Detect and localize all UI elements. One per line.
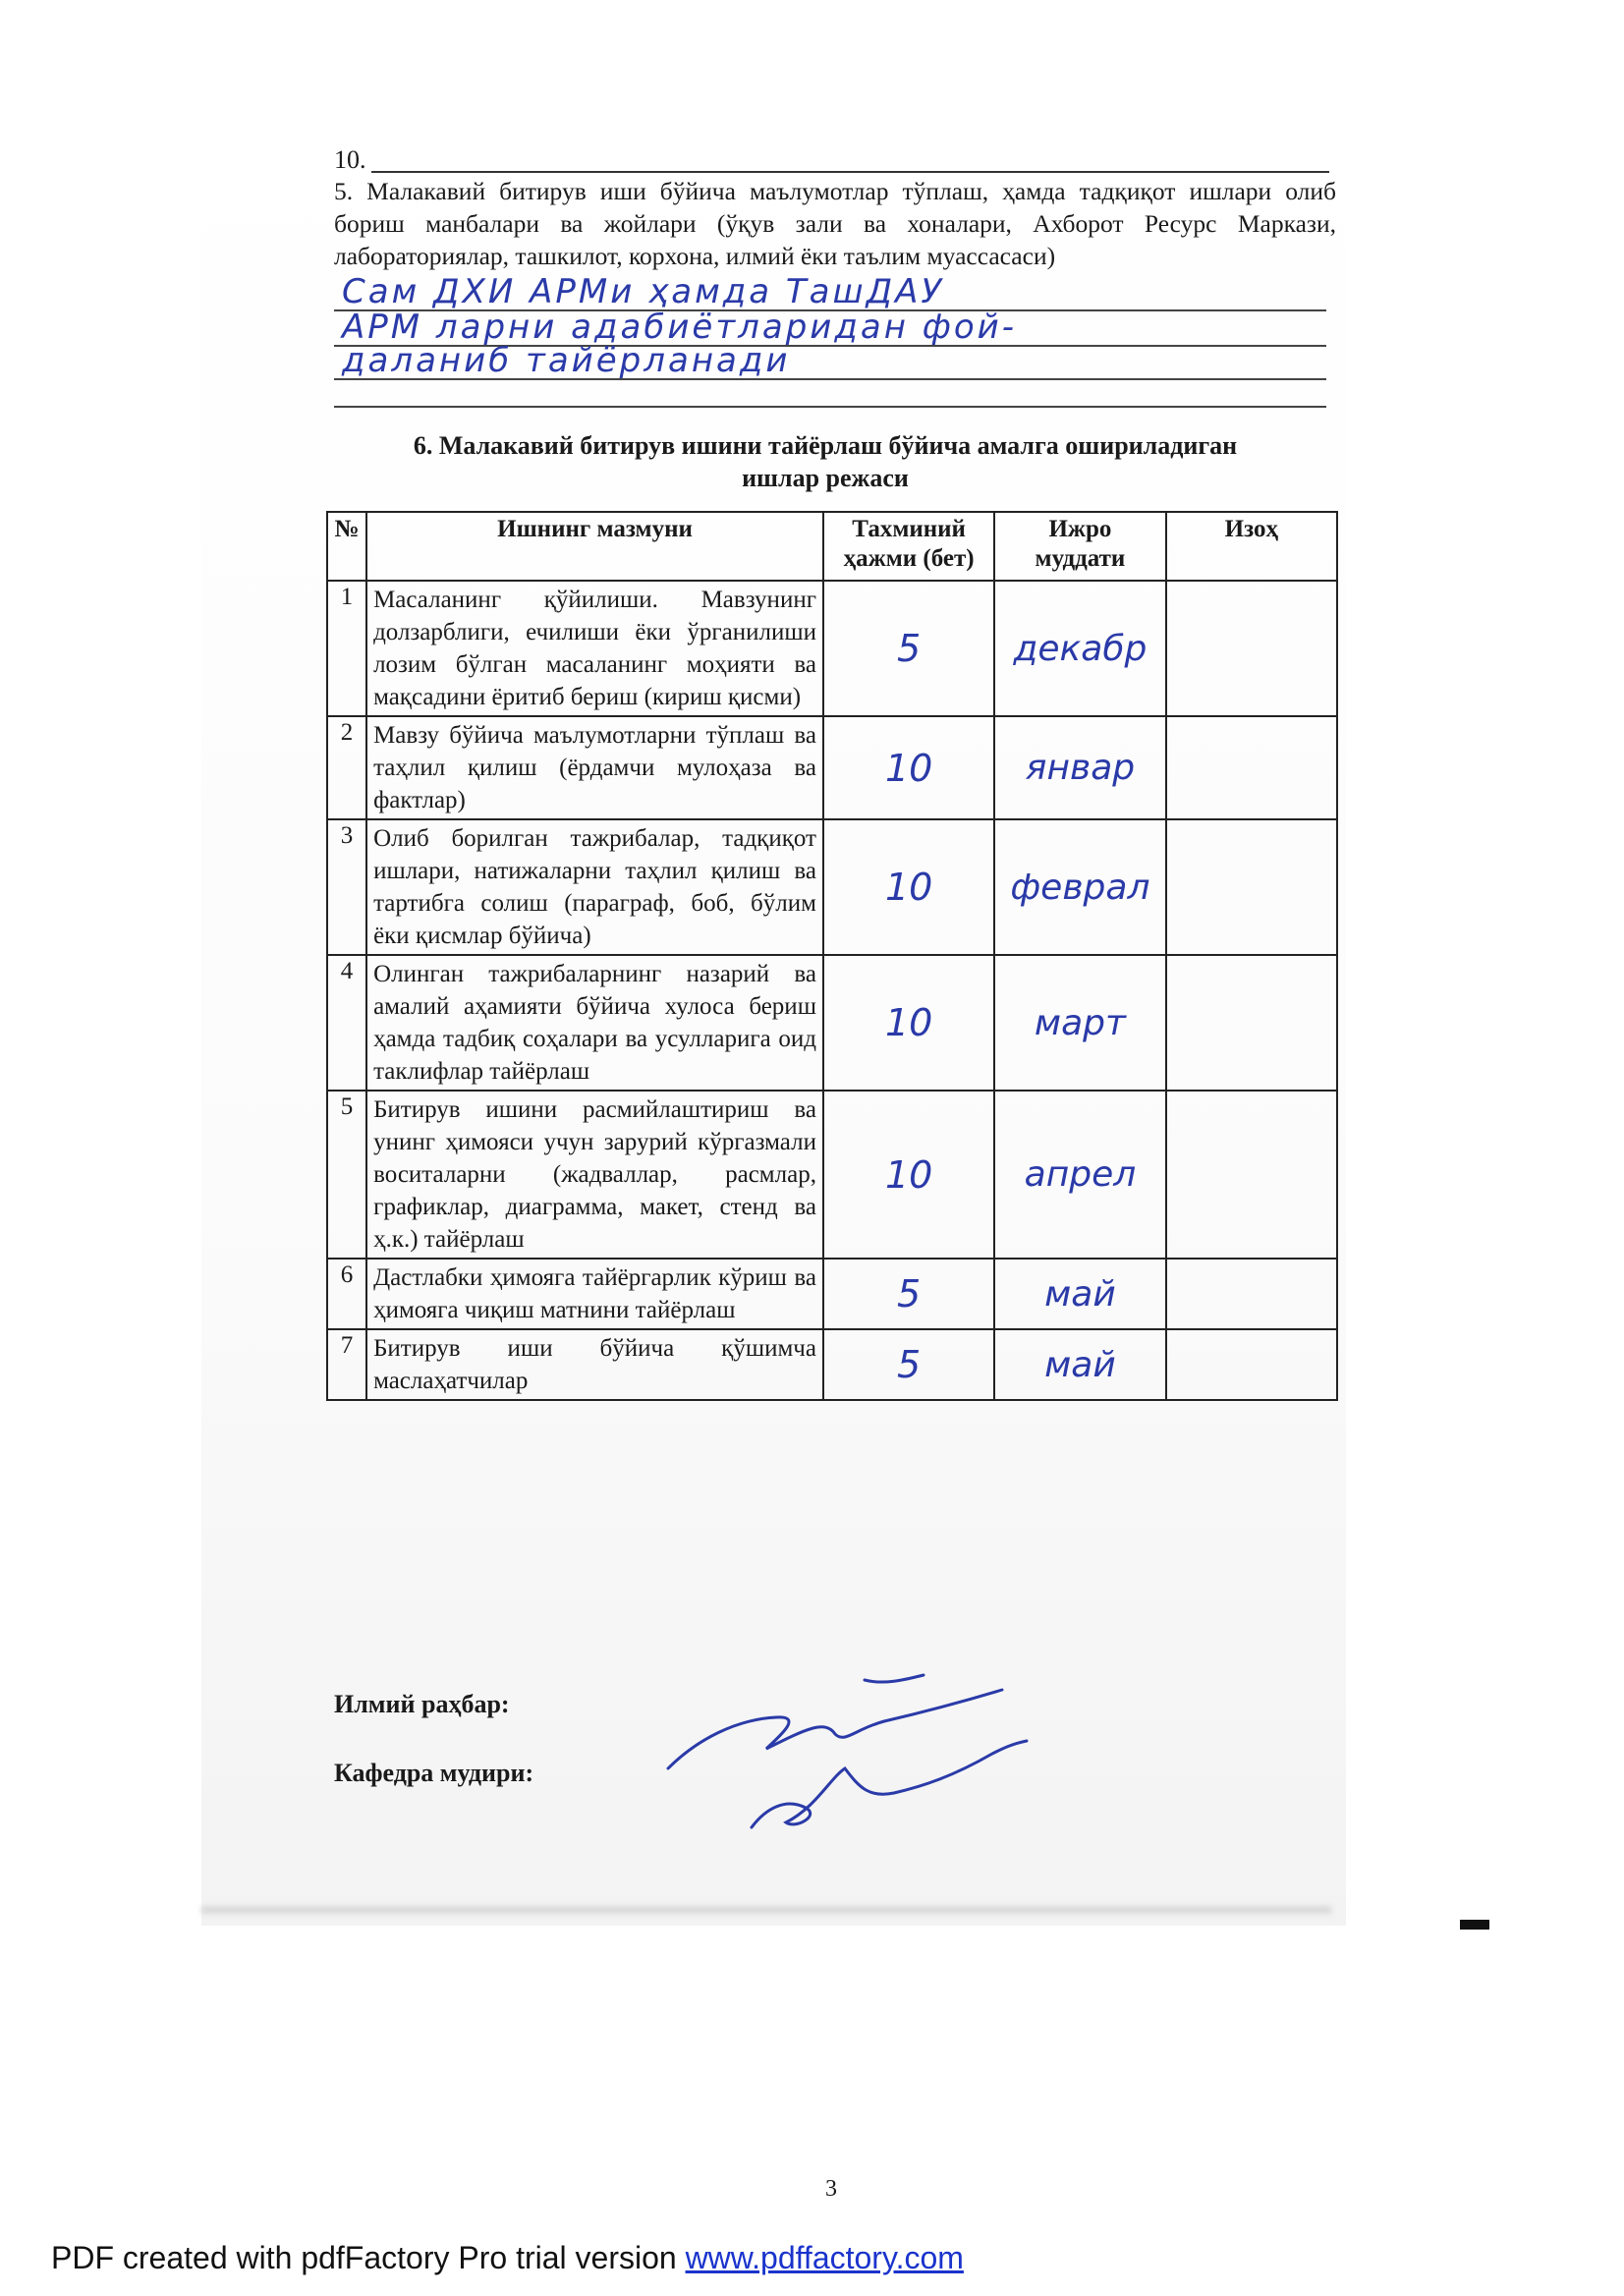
table-header-row xyxy=(327,512,1337,581)
table-row xyxy=(327,819,1337,955)
table-row xyxy=(327,716,1337,819)
department-head-label: Кафедра мудири: xyxy=(334,1759,534,1787)
table-row xyxy=(327,581,1337,716)
row-num: 1 xyxy=(327,581,366,716)
header-num: № xyxy=(327,512,366,581)
row-deadline: май xyxy=(994,1329,1165,1400)
page-number: 3 xyxy=(825,2176,837,2202)
signatures xyxy=(658,1660,1071,1857)
section-6-title-line-2: ишлар режаси xyxy=(742,464,909,492)
row-volume: 5 xyxy=(823,1329,994,1400)
row-content: Олинган тажрибаларнинг назарий ва амалий аҳамияти бўйича хулоса бериш ҳамда тадбиқ соҳалари ва усулларига оид таклифлар тайёрлаш xyxy=(366,955,823,1091)
row-volume: 10 xyxy=(823,716,994,819)
row-note xyxy=(1166,581,1337,716)
row-content: Битирув ишини расмийлаштириш ва унинг ҳимояси учун зарурий кўргазмали воситаларни (жадваллар, расмлар, графиклар, диаграмма, макет, стенд ва ҳ.к.) тайёрлаш xyxy=(366,1091,823,1259)
section-6-title-line-1: 6. Малакавий битирув ишини тайёрлаш бўйича амалга ошириладиган xyxy=(413,431,1238,460)
pdf-factory-link[interactable]: www.pdffactory.com xyxy=(685,2240,964,2275)
pdf-note-text: PDF created with pdfFactory Pro trial version xyxy=(51,2240,686,2275)
item-10-rule xyxy=(371,171,1329,173)
row-note xyxy=(1166,1329,1337,1400)
row-content: Битирув иши бўйича қўшимча маслаҳатчилар xyxy=(366,1329,823,1400)
row-volume: 10 xyxy=(823,955,994,1091)
head-signature xyxy=(752,1741,1027,1827)
row-deadline: апрел xyxy=(994,1091,1165,1259)
row-content: Олиб борилган тажрибалар, тадқиқот ишлари, натижаларни таҳлил қилиш ва тартибга солиш (параграф, боб, бўлим ёки қисмлар бўйича) xyxy=(366,819,823,955)
row-note xyxy=(1166,819,1337,955)
edge-mark xyxy=(1460,1920,1489,1930)
item-10 xyxy=(334,145,366,175)
supervisor-signature xyxy=(668,1675,1002,1768)
row-content: Дастлабки ҳимояга тайёргарлик кўриш ва ҳимояга чиқиш матнини тайёрлаш xyxy=(366,1259,823,1329)
item-10-label: 10. xyxy=(334,145,366,174)
table-row xyxy=(327,1091,1337,1259)
row-num: 6 xyxy=(327,1259,366,1329)
answer-rule xyxy=(334,406,1326,408)
work-plan-table xyxy=(326,511,1338,1401)
row-volume: 5 xyxy=(823,1259,994,1329)
handwritten-line-3: даланиб тайёрланади xyxy=(342,341,791,380)
row-note xyxy=(1166,1091,1337,1259)
scan-edge-shadow xyxy=(201,1906,1331,1914)
row-num: 3 xyxy=(327,819,366,955)
row-deadline: май xyxy=(994,1259,1165,1329)
header-note: Изоҳ xyxy=(1166,512,1337,581)
row-volume: 5 xyxy=(823,581,994,716)
table-row xyxy=(327,1329,1337,1400)
handwritten-line-1: Сам ДХИ АРМи ҳамда ТашДАУ xyxy=(342,272,945,311)
row-deadline: декабр xyxy=(994,581,1165,716)
supervisor-label: Илмий раҳбар: xyxy=(334,1690,510,1718)
row-deadline: феврал xyxy=(994,819,1165,955)
table-row xyxy=(327,1259,1337,1329)
section-6-title xyxy=(334,429,1316,494)
row-num: 7 xyxy=(327,1329,366,1400)
table-row xyxy=(327,955,1337,1091)
row-note xyxy=(1166,955,1337,1091)
row-note xyxy=(1166,1259,1337,1329)
header-content: Ишнинг мазмуни xyxy=(366,512,823,581)
header-volume: Тахминий ҳажми (бет) xyxy=(823,512,994,581)
handwritten-line-2: АРМ ларни адабиётларидан фой- xyxy=(342,308,1018,347)
row-deadline: январ xyxy=(994,716,1165,819)
row-volume: 10 xyxy=(823,819,994,955)
section-5-text: 5. Малакавий битирув иши бўйича маълумотлар тўплаш, ҳамда тадқиқот ишлари олиб бориш манбалари ва жойлари (ўқув зали ва хоналари, Ахборот Ресурс Маркази, лабораториялар, ташкилот, корхона, илмий ёки таълим муассасаси) xyxy=(334,177,1336,270)
row-content: Мавзу бўйича маълумотларни тўплаш ва таҳлил қилиш (ёрдамчи мулоҳаза ва фактлар) xyxy=(366,716,823,819)
row-content: Масаланинг қўйилиши. Мавзунинг долзарблиги, ечилиши ёки ўрганилиши лозим бўлган масаланинг моҳияти ва мақсадини ёритиб бериш (кириш қисми) xyxy=(366,581,823,716)
row-volume: 10 xyxy=(823,1091,994,1259)
row-num: 5 xyxy=(327,1091,366,1259)
row-deadline: март xyxy=(994,955,1165,1091)
header-deadline: Ижро муддати xyxy=(994,512,1165,581)
pdf-factory-note xyxy=(51,2240,964,2276)
section-5-handwritten-answer xyxy=(334,272,1326,408)
row-note xyxy=(1166,716,1337,819)
row-num: 4 xyxy=(327,955,366,1091)
row-num: 2 xyxy=(327,716,366,819)
